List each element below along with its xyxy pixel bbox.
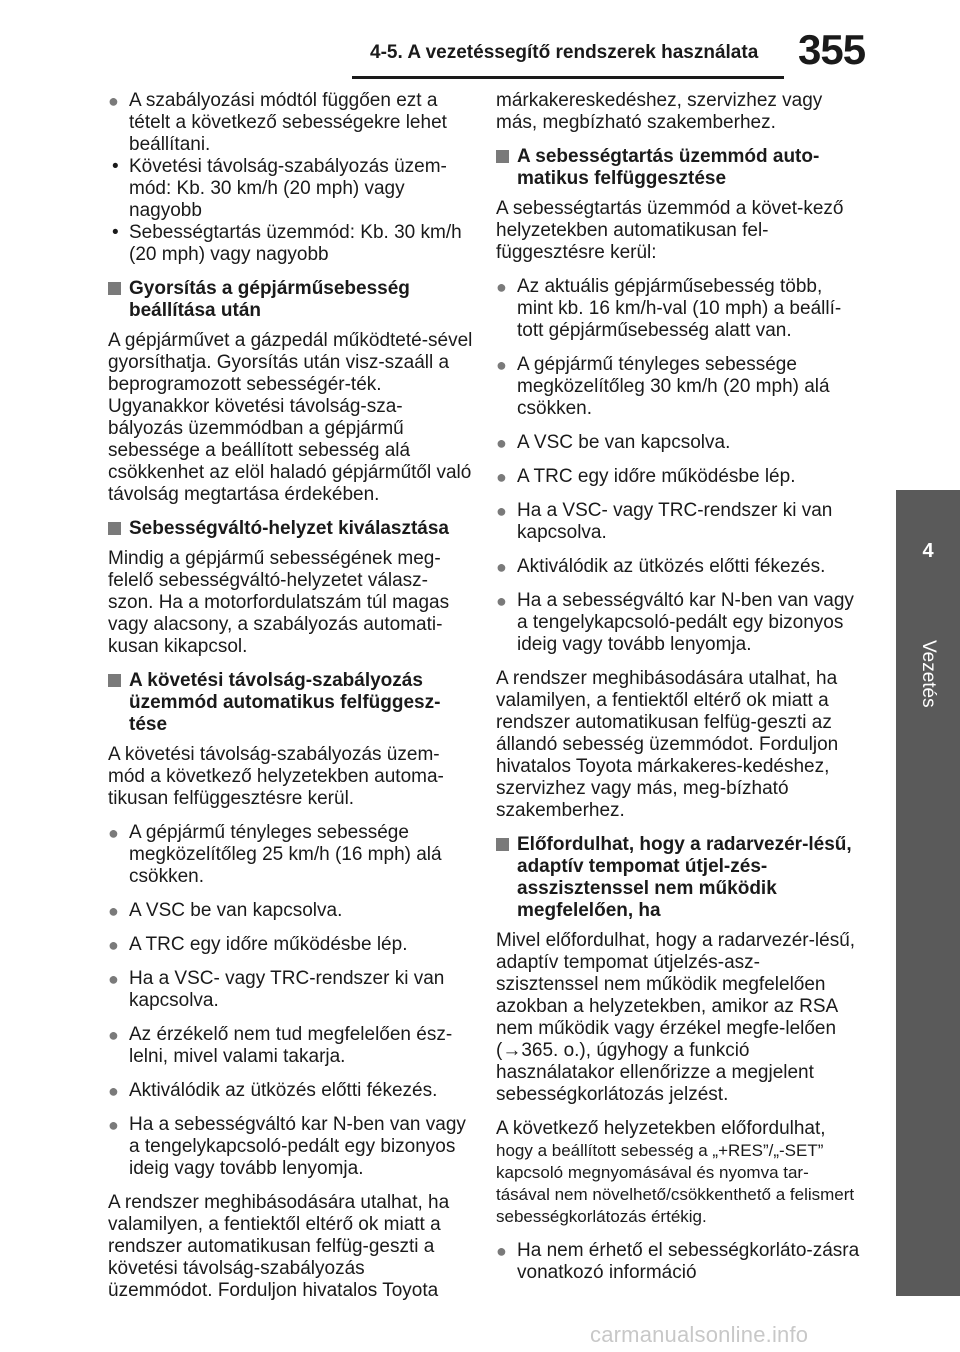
paragraph: A sebességtartás üzemmód a követ-kező helyzetekben automatikusan fel-függesztésre kerül: <box>496 198 844 263</box>
paragraph: A rendszer meghibásodására utalhat, ha valamilyen, a fentiektől eltérő ok miatt a rendszer automatikusan felfüg-geszti a követési távolság-szabályozás üzemmódot. Forduljon hivatalos Toyota <box>108 1192 450 1301</box>
chapter-side-tab <box>896 490 960 1296</box>
chapter-number: 4 <box>922 540 934 562</box>
section-heading: A követési távolság-szabályozás üzemmód automatikus felfüggesz-tése <box>108 670 473 736</box>
section-title: 4-5. A vezetéssegítő rendszerek használata <box>370 42 759 63</box>
dash-item: • Sebességtartás üzemmód: Kb. 30 km/h (20 mph) vagy nagyobb <box>108 222 473 266</box>
bullet-item: ● A gépjármű tényleges sebessége megközelítőleg 25 km/h (16 mph) alá csökken. <box>108 822 473 888</box>
header-rule <box>352 76 784 79</box>
bullet-item: ● Aktiválódik az ütközés előtti fékezés. <box>108 1080 473 1102</box>
paragraph-line: hogy a beállított sebesség a „+RES”/„-SET” <box>496 1141 824 1160</box>
bullet-item: ● A TRC egy időre működésbe lép. <box>108 934 473 956</box>
bullet-item: ● Ha a VSC- vagy TRC-rendszer ki van kapcsolva. <box>496 500 861 544</box>
paragraph-line: kapcsoló megnyomásával és nyomva tar-tásával nem növelhető/csökkenthető a felismert sebességkorlátozás értékig. <box>496 1163 855 1226</box>
dash-item: • Követési távolság-szabályozás üzem-mód: Kb. 30 km/h (20 mph) vagy nagyobb <box>108 156 473 222</box>
watermark-text: carmanualsonline.info <box>590 1322 809 1347</box>
bullet-item: ● A TRC egy időre működésbe lép. <box>496 466 861 488</box>
section-heading: Sebességváltó-helyzet kiválasztása <box>108 518 473 540</box>
paragraph: márkakereskedéshez, szervizhez vagy más, megbízható szakemberhez. <box>496 90 823 133</box>
bullet-item: ● A VSC be van kapcsolva. <box>108 900 473 922</box>
bullet-item: ● A szabályozási módtól függően ezt a tételt a következő sebességekre lehet beállítani. <box>108 90 473 156</box>
paragraph <box>496 1118 861 1228</box>
bullet-item: ● Ha nem érhető el sebességkorláto-zásra vonatkozó információ <box>496 1240 861 1284</box>
page-number: 355 <box>798 26 866 73</box>
left-column <box>108 90 473 1314</box>
bullet-item: ● Ha a sebességváltó kar N-ben van vagy a tengelykapcsoló-pedált egy bizonyos ideig vagy tovább lenyomja. <box>496 590 861 656</box>
bullet-item: ● Ha a VSC- vagy TRC-rendszer ki van kapcsolva. <box>108 968 473 1012</box>
bullet-item: ● A VSC be van kapcsolva. <box>496 432 861 454</box>
chapter-label: Vezetés <box>918 640 939 708</box>
bullet-item: ● A gépjármű tényleges sebessége megközelítőleg 30 km/h (20 mph) alá csökken. <box>496 354 861 420</box>
paragraph: A gépjárművet a gázpedál működteté-sével gyorsíthatja. Gyorsítás után visz-szaáll a beprogramozott sebességér-ték. Ugyanakkor követési távolság-sza-bályozás üzemmódban a gépjármű sebessége a beállított sebesség alá csökkenhet az elöl haladó gépjárműtől való távolság megtartása érdekében. <box>108 330 473 505</box>
section-heading: Előfordulhat, hogy a radarvezér-lésű, adaptív tempomat útjel-zés-asszisztenssel nem működik megfelelően, ha <box>496 834 861 922</box>
bullet-item: ● Az aktuális gépjárműsebesség több, mint kb. 16 km/h-val (10 mph) a beállí-tott gépjárműsebesség alatt van. <box>496 276 861 342</box>
section-heading: Gyorsítás a gépjárműsebesség beállítása után <box>108 278 473 322</box>
section-heading: A sebességtartás üzemmód auto-matikus felfüggesztése <box>496 146 861 190</box>
paragraph-line: A következő helyzetekben előfordulhat, <box>496 1118 826 1139</box>
right-column <box>496 90 861 1296</box>
bullet-item: ● Az érzékelő nem tud megfelelően ész-lelni, mivel valami takarja. <box>108 1024 473 1068</box>
paragraph: A rendszer meghibásodására utalhat, ha valamilyen, a fentiektől eltérő ok miatt a rendszer automatikusan felfüg-geszti az állandó sebesség üzemmódot. Forduljon hivatalos Toyota márkakeres-kedéshez, szervizhez vagy más, meg-bízható szakemberhez. <box>496 668 839 821</box>
bullet-item: ● Ha a sebességváltó kar N-ben van vagy a tengelykapcsoló-pedált egy bizonyos ideig vagy tovább lenyomja. <box>108 1114 473 1180</box>
paragraph: Mivel előfordulhat, hogy a radarvezér-lésű, adaptív tempomat útjelzés-asz-szisztenssel nem működik megfelelően azokban a helyzetekben, amikor az RSA nem működik vagy érzékel megfe-lelően (→365. o.), úgyhogy a funkció használatakor ellenőrizze a megjelent sebességkorlátozás jelzést. <box>496 930 856 1105</box>
bullet-item: ● Aktiválódik az ütközés előtti fékezés. <box>496 556 861 578</box>
paragraph: Mindig a gépjármű sebességének meg-felelő sebességváltó-helyzetet válasz-szon. Ha a motorfordulatszám túl magas vagy alacsony, a szabályozás automati-kusan kikapcsol. <box>108 548 450 657</box>
paragraph: A követési távolság-szabályozás üzem-mód a következő helyzetekben automa-tikusan felfüggesztésre kerül. <box>108 744 444 809</box>
